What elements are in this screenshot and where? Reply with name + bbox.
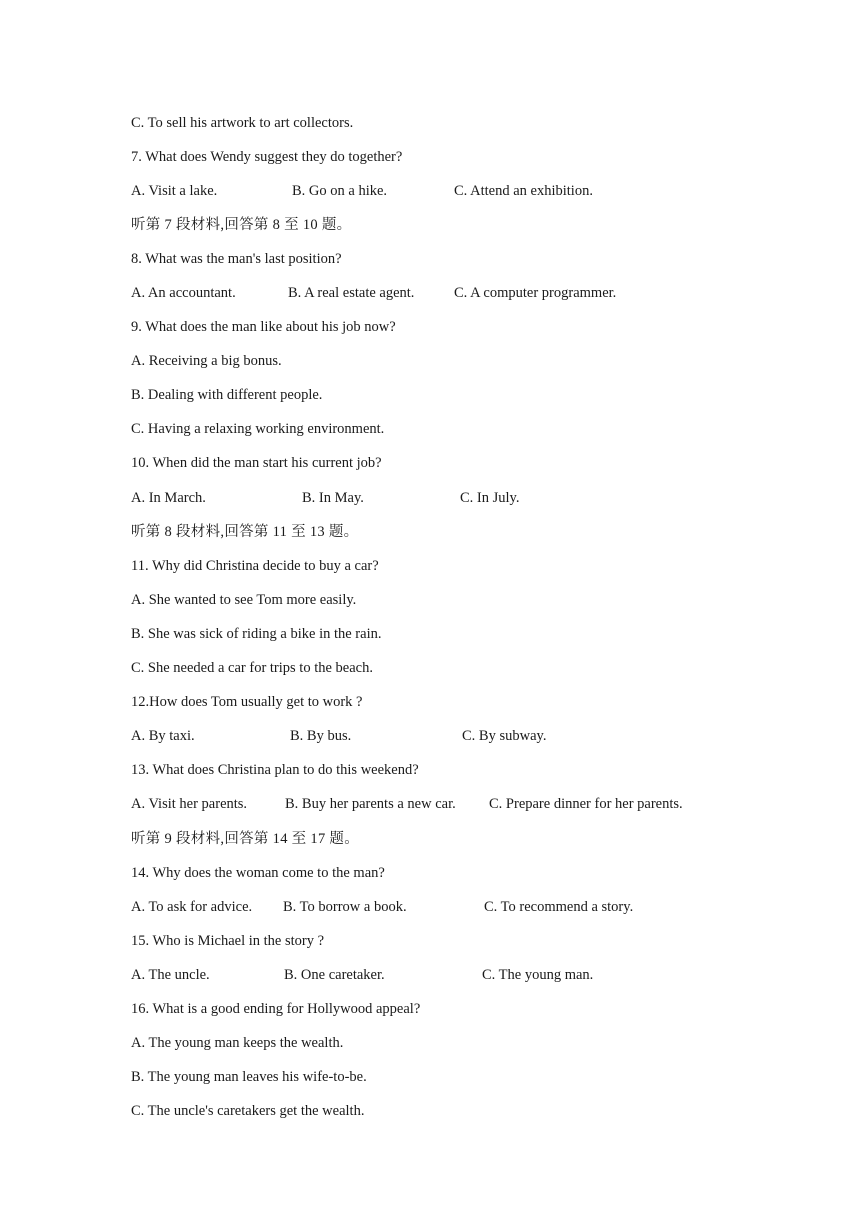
option-a: A. Visit her parents.: [131, 796, 248, 812]
option-b: B. One caretaker.: [284, 967, 385, 983]
option-line: A. Receiving a big bonus.: [131, 353, 282, 369]
option-c: C. In July.: [460, 490, 520, 506]
option-b: B. A real estate agent.: [288, 285, 415, 301]
question-16: 16. What is a good ending for Hollywood appeal?: [131, 1001, 421, 1017]
option-line: A. The young man keeps the wealth.: [131, 1035, 344, 1051]
option-a: A. The uncle.: [131, 967, 210, 983]
option-a: A. In March.: [131, 490, 206, 506]
option-b: B. Buy her parents a new car.: [285, 796, 456, 812]
question-11: 11. Why did Christina decide to buy a car?: [131, 558, 379, 574]
question-13: 13. What does Christina plan to do this weekend?: [131, 762, 419, 778]
option-line: A. She wanted to see Tom more easily.: [131, 592, 357, 608]
option-c: C. To recommend a story.: [484, 899, 634, 915]
question-7: 7. What does Wendy suggest they do together?: [131, 149, 403, 165]
option-line: B. She was sick of riding a bike in the rain.: [131, 626, 382, 642]
option-c: C. Attend an exhibition.: [454, 183, 593, 199]
option-a: A. To ask for advice.: [131, 899, 253, 915]
option-a: A. Visit a lake.: [131, 183, 218, 199]
option-c: C. A computer programmer.: [454, 285, 617, 301]
question-12: 12.How does Tom usually get to work ?: [131, 694, 363, 710]
question-14: 14. Why does the woman come to the man?: [131, 865, 385, 881]
option-line: B. Dealing with different people.: [131, 387, 323, 403]
option-line: C. The uncle's caretakers get the wealth.: [131, 1103, 365, 1119]
option-c: C. Prepare dinner for her parents.: [489, 796, 683, 812]
option-a: A. By taxi.: [131, 728, 195, 744]
question-15: 15. Who is Michael in the story ?: [131, 933, 325, 949]
section-instruction: 听第 9 段材料,回答第 14 至 17 题。: [131, 831, 360, 847]
question-8: 8. What was the man's last position?: [131, 251, 342, 267]
option-line: C. To sell his artwork to art collectors.: [131, 115, 354, 131]
option-c: C. By subway.: [462, 728, 547, 744]
option-a: A. An accountant.: [131, 285, 236, 301]
section-instruction: 听第 8 段材料,回答第 11 至 13 题。: [131, 524, 359, 540]
option-c: C. The young man.: [482, 967, 594, 983]
question-10: 10. When did the man start his current job?: [131, 455, 382, 471]
option-b: B. Go on a hike.: [292, 183, 388, 199]
option-b: B. To borrow a book.: [283, 899, 407, 915]
option-line: B. The young man leaves his wife-to-be.: [131, 1069, 367, 1085]
question-9: 9. What does the man like about his job now?: [131, 319, 396, 335]
option-b: B. By bus.: [290, 728, 352, 744]
option-line: C. Having a relaxing working environment.: [131, 421, 385, 437]
option-b: B. In May.: [302, 490, 364, 506]
option-line: C. She needed a car for trips to the beach.: [131, 660, 373, 676]
section-instruction: 听第 7 段材料,回答第 8 至 10 题。: [131, 217, 352, 233]
